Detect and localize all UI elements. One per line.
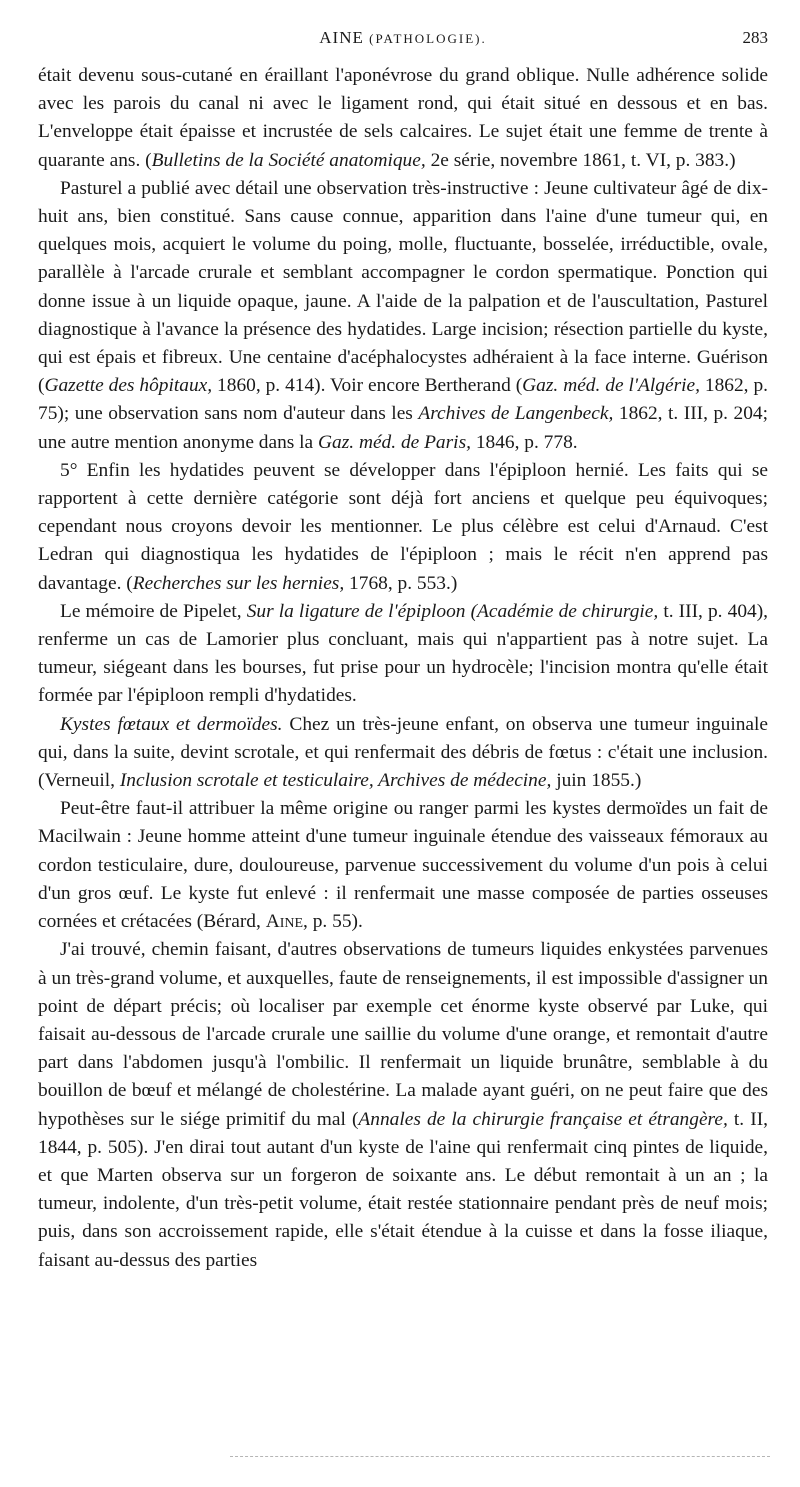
paragraph-3: 5° Enfin les hydatides peuvent se développer dans l'épiploon hernié. Les faits qui se rapportent à cette dernière catégorie sont déjà fort anciens et quelque peu équivoques; cependant nous croyons devoir les mentionner. Le plus célèbre est celui d'Arnaud. C'est Ledran qui diagnostiqua les hydatides de l'épiploon ; mais le récit n'en apprend pas davantage. (Recherches sur les hernies, 1768, p. 553.) [38, 459, 768, 594]
paragraph-2: Pasturel a publié avec détail une observation très-instructive : Jeune cultivateur âgé de dix-huit ans, bien constitué. Sans cause connue, apparition dans l'aine d'une tumeur qui, en quelques mois, acquiert le volume du poing, molle, fluctuante, bosselée, irréductible, ovale, parallèle à l'arcade crurale et semblant accompagner le cordon spermatique. Ponction qui donne issue à un liquide opaque, jaune. A l'aide de la palpation et de l'auscultation, Pasturel diagnostique à l'avance la présence des hydatides. Large incision; résection partielle du kyste, qui est épais et fibreux. Une centaine d'acéphalocystes adhéraient à la face interne. Guérison (Gazette des hôpitaux, 1860, p. 414). Voir encore Bertherand (Gaz. méd. de l'Algérie, 1862, p. 75); une observation sans nom d'auteur dans les Archives de Langenbeck, 1862, t. III, p. 204; une autre mention anonyme dans la Gaz. méd. de Paris, 1846, p. 778. [38, 177, 769, 453]
paragraph-4: Le mémoire de Pipelet, Sur la ligature de l'épiploon (Académie de chirurgie, t. III, p. 404), renferme un cas de Lamorier plus concluant, mais qui n'appartient pas à notre sujet. La tumeur, siégeant dans les bourses, fut prise pour un hydrocèle; l'incision montra qu'elle était formée par l'épiploon rempli d'hydatides. [38, 600, 769, 707]
body-text [38, 62, 768, 1275]
paragraph-5: Kystes fœtaux et dermoïdes. Chez un très-jeune enfant, on observa une tumeur inguinale qui, dans la suite, devint scrotale, et qui renfermait des débris de fœtus : c'était une inclusion. (Verneuil, Inclusion scrotale et testiculaire, Archives de médecine, juin 1855.) [38, 713, 768, 792]
paragraph-6: Peut-être faut-il attribuer la même origine ou ranger parmi les kystes dermoïdes un fait de Macilwain : Jeune homme atteint d'une tumeur inguinale étendue des vaisseaux fémoraux au cordon testiculaire, dure, douloureuse, parvenue successivement du volume d'un pois à celui d'un gros œuf. Le kyste fut enlevé : il renfermait une masse composée de parties osseuses cornées et crétacées (Bérard, Aine, p. 55). [38, 798, 768, 933]
header-subtitle: (PATHOLOGIE). [369, 31, 487, 46]
header-title: AINE [319, 28, 364, 47]
paragraph-7: J'ai trouvé, chemin faisant, d'autres observations de tumeurs liquides enkystées parvenues à un très-grand volume, et auxquelles, faute de renseignements, il est impossible d'assigner un point de départ précis; où localiser par exemple cet énorme kyste observé par Luke, qui faisait au-dessous de l'arcade crurale une saillie du volume d'une orange, et remontait d'autre part dans l'abdomen jusqu'à l'ombilic. Il renfermait un liquide brunâtre, semblable à du bouillon de bœuf et mélangé de cholestérine. La malade ayant guéri, on ne peut faire que des hypothèses sur le siége primitif du mal (Annales de la chirurgie française et étrangère, t. II, 1844, p. 505). J'en dirai tout autant d'un kyste de l'aine qui renfermait cinq pintes de liquide, et que Marten observa sur un forgeron de soixante ans. Le début remontait à un an ; la tumeur, indolente, d'un très-petit volume, était restée stationnaire pendant près de neuf mois; puis, dans son accroissement rapide, elle s'était étendue à la cuisse et dans la fosse iliaque, faisant au-dessus des parties [38, 939, 768, 1271]
running-header [38, 28, 768, 62]
running-title [38, 28, 768, 48]
document-page [38, 28, 768, 1275]
footer-rule [230, 1456, 770, 1457]
paragraph-1: était devenu sous-cutané en éraillant l'aponévrose du grand oblique. Nulle adhérence solide avec les parois du canal ni avec le ligament rond, qui était situé en dessous et en bas. L'enveloppe était épaisse et incrustée de sels calcaires. Le sujet était une femme de trente à quarante ans. (Bulletins de la Société anatomique, 2e série, novembre 1861, t. VI, p. 383.) [38, 65, 768, 171]
page-number: 283 [742, 28, 768, 47]
